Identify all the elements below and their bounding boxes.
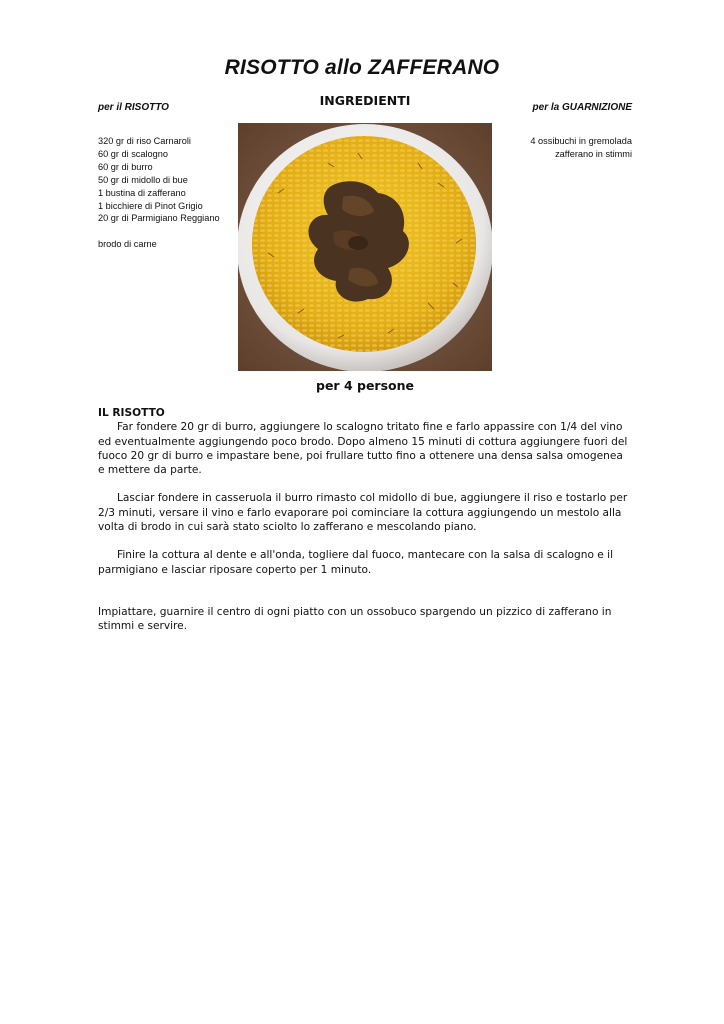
broth-ingredient: brodo di carne	[98, 239, 157, 249]
ingredient-item: 320 gr di riso Carnaroli	[98, 136, 191, 146]
risotto-ingredient-list	[98, 135, 220, 225]
risotto-dish-photo	[238, 123, 492, 371]
risotto-column-heading: per il RISOTTO	[98, 102, 169, 113]
ingredient-item: 60 gr di burro	[98, 161, 153, 172]
ingredient-item: 60 gr di scalogno	[98, 148, 168, 159]
servings-text: per 4 persone	[316, 378, 414, 393]
ingredient-item: 1 bicchiere di Pinot Grigio	[98, 200, 203, 211]
recipe-method	[98, 406, 628, 634]
garnish-item: 4 ossibuchi in gremolada	[530, 136, 632, 146]
garnish-column-heading: per la GUARNIZIONE	[532, 102, 632, 113]
method-paragraph: Finire la cottura al dente e all'onda, togliere dal fuoco, mantecare con la salsa di scalogno e il parmigiano e lasciar riposare coperto per 1 minuto.	[98, 549, 614, 576]
method-paragraph: Far fondere 20 gr di burro, aggiungere lo scalogno tritato fine e farlo appassire con 1/4 del vino ed eventualmente aggiungendo poco brodo. Dopo almeno 15 minuti di cottura aggiungere fuori del fuoco 20 gr di burro e impastare bene, poi frullare tutto fino a ottenere una densa salsa omogenea e mettere da parte.	[98, 421, 628, 477]
recipe-title: RISOTTO allo ZAFFERANO	[224, 56, 500, 79]
ingredient-item: 1 bustina di zafferano	[98, 187, 186, 198]
ingredients-heading: INGREDIENTI	[319, 93, 411, 108]
method-paragraph: Lasciar fondere in casseruola il burro rimasto col midollo di bue, aggiungere il riso e tostarlo per 2/3 minuti, versare il vino e farlo evaporare poi cominciare la cottura aggiungendo un mestolo alla volta di brodo in cui sarà stato sciolto lo zafferano e mescolando piano.	[98, 492, 628, 534]
garnish-item: zafferano in stimmi	[555, 149, 632, 159]
garnish-ingredient-list	[530, 135, 632, 161]
ingredient-item: 20 gr di Parmigiano Reggiano	[98, 213, 220, 224]
method-section-title: IL RISOTTO	[98, 407, 165, 419]
plating-paragraph: Impiattare, guarnire il centro di ogni piatto con un ossobuco spargendo un pizzico di zafferano in stimmi e servire.	[98, 605, 612, 633]
ingredient-item: 50 gr di midollo di bue	[98, 174, 188, 185]
